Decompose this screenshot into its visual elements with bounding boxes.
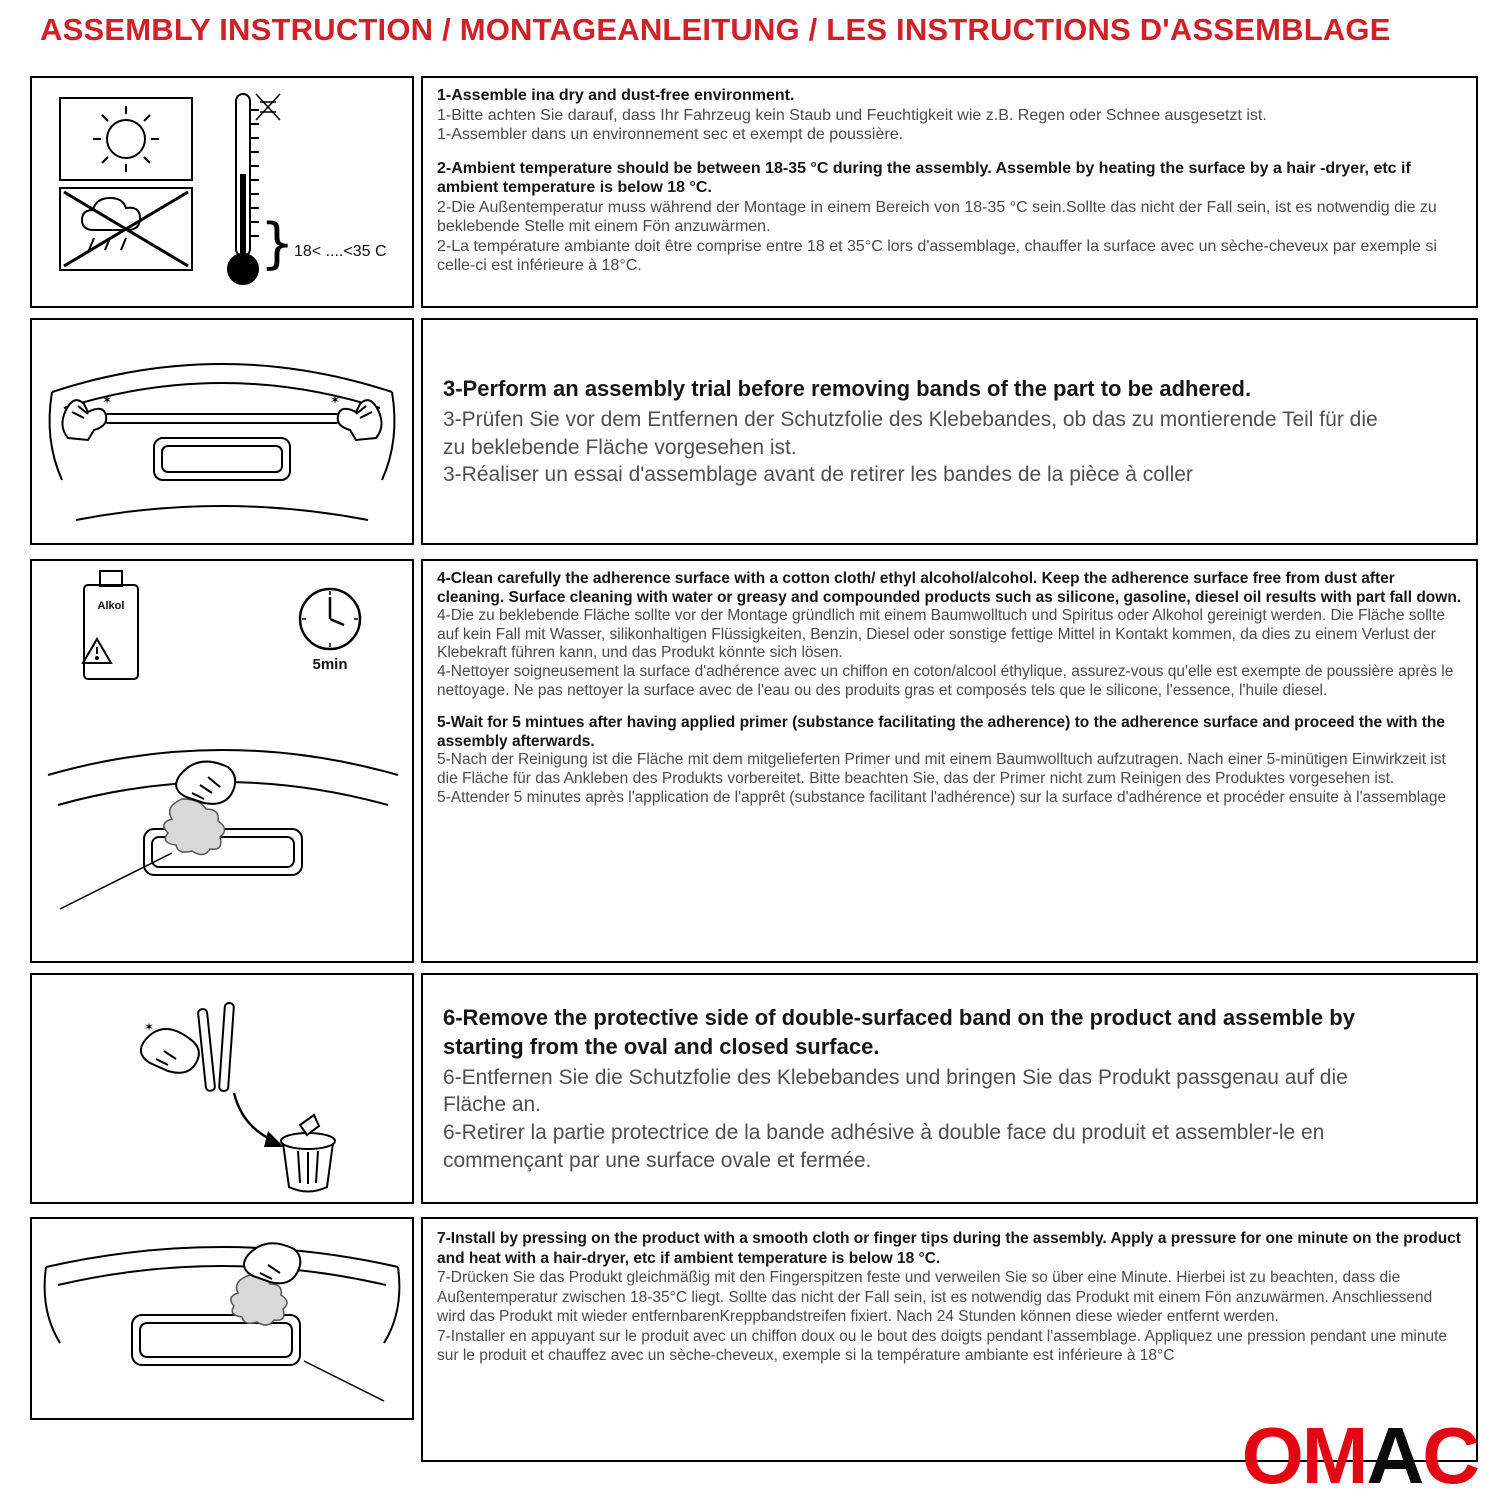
sparkle-icon: ✶ <box>144 1020 155 1034</box>
instruction-1-de: 1-Bitte achten Sie darauf, dass Ihr Fahrzeug kein Staub und Feuchtigkeit wie z.B. Regen oder Schnee ausgesetzt ist. <box>437 106 1267 124</box>
section-2-illustration-box <box>30 318 414 545</box>
plate-recess <box>154 438 290 480</box>
instruction-6-en: 6-Remove the protective side of double-surfaced band on the product and assemble by starting from the oval and closed surface. <box>443 1004 1355 1059</box>
section-4-text-box <box>421 973 1478 1204</box>
alcohol-label: Alkol <box>97 600 125 612</box>
clock-duration-label: 5min <box>312 656 348 673</box>
omac-logo <box>1241 1411 1478 1500</box>
right-hand-icon <box>338 400 382 440</box>
cleaning-cloth-icon <box>164 799 225 855</box>
surface-cleaning-illustration <box>32 561 412 961</box>
logo-a: A <box>1366 1411 1423 1500</box>
trunk-inner-edge <box>58 1266 386 1285</box>
trunk-bottom-edge <box>76 506 368 520</box>
trim-strip <box>104 414 340 423</box>
logo-om: OM <box>1241 1411 1367 1500</box>
instruction-2-fr: 2-La température ambiante doit être comprise entre 18 et 35°C lors d'assemblage, chauffer la surface avec un sèche-cheveux par exemple si celle-ci est inférieure à 18°C. <box>437 237 1437 275</box>
environment-temperature-illustration <box>32 78 412 306</box>
wiping-hand-icon <box>176 762 235 804</box>
assembly-trial-illustration <box>32 320 412 543</box>
instruction-4-fr: 4-Nettoyer soigneusement la surface d'adhérence avec un chiffon en coton/alcool éthylique, assurez-vous qu'elle est exempte de poussière après le nettoyage. Ne pas nettoyer la surface avec de l'eau ou des produits gras et composés tels que le silicone, l'essence, l'huile diesel. <box>437 662 1454 699</box>
instruction-6-fr: 6-Retirer la partie protectrice de la bande adhésive à double face du produit et assembler-le en commençant par une surface ovale et fermée. <box>443 1121 1325 1172</box>
sun-icon <box>60 98 192 180</box>
logo-c: C <box>1422 1411 1478 1500</box>
temperature-range-label: 18< ....<35 C <box>294 243 387 260</box>
section-5-illustration-box <box>30 1217 414 1420</box>
left-hand-icon <box>62 400 106 440</box>
adhesive-strips-icon <box>198 1003 234 1091</box>
instruction-6-de: 6-Entfernen Sie die Schutzfolie des Klebebandes und bringen Sie das Produkt passgenau auf die Fläche an. <box>443 1065 1348 1117</box>
section-1-text-box <box>421 76 1478 308</box>
instruction-3-en: 3-Perform an assembly trial before removing bands of the part to be adhered. <box>443 375 1252 401</box>
instruction-2-de: 2-Die Außentemperatur muss während der Montage in einem Bereich von 18-35 °C sein.Sollte das nicht der Fall sein, ist es notwendig die zu beklebende Stelle mit einem Fön anzuwärmen. <box>437 198 1437 236</box>
section-4-illustration-box <box>30 973 414 1204</box>
instruction-7-de: 7-Drücken Sie das Produkt gleichmäßig mit den Fingerspitzen feste und verweilen Sie so über eine Minute. Hierbei ist zu beachten, dass die Außentemperatur zwischen 18-35°C liegt. Sollte das nicht der Fall sein, ist es notwendig das Produkt mit einem Fön anzuwärmen. Anschliessend wird das Produkt mit wieder entfernbarenKreppbandstreifen fixiert. Nach 24 Stunden können diese wieder entfernt werden. <box>437 1269 1433 1326</box>
section-3-text-box <box>421 559 1478 963</box>
sparkle-icons <box>102 393 340 407</box>
instruction-3-fr: 3-Réaliser un essai d'assemblage avant de retirer les bandes de la pièce à coller <box>443 463 1193 487</box>
instruction-4-de: 4-Die zu beklebende Fläche sollte vor der Montage gründlich mit einem Baumwolltuch und Spiritus oder Alkohol gereinigt werden. Die Fläche sollte auf kein Fall mit Wasser, silikonhaltigen Flüssigkeiten, Benzin, Diesel oder sonstige fettige Mittel in Kontakt kommen, da dies zu einem Verlust der Klebekraft führen kann, und das Produkt könnte sich lösen. <box>437 607 1446 662</box>
trunk-top-edge <box>52 364 392 392</box>
section-1-illustration-box <box>30 76 414 308</box>
no-rain-icon <box>60 188 192 270</box>
discard-arrow-icon <box>234 1093 284 1147</box>
svg-text:✶: ✶ <box>330 393 341 407</box>
alcohol-bottle-icon <box>83 571 138 679</box>
instruction-2-en: 2-Ambient temperature should be between 18-35 °C during the assembly. Assemble by heating the surface by a hair -dryer, etc if ambient temperature is below 18 °C. <box>437 159 1411 197</box>
svg-text:✶: ✶ <box>102 393 113 407</box>
page-title: ASSEMBLY INSTRUCTION / MONTAGEANLEITUNG / LES INSTRUCTIONS D'ASSEMBLAGE <box>40 12 1391 47</box>
instruction-5-de: 5-Nach der Reinigung ist die Fläche mit dem mitgelieferten Primer und mit einem Baumwolltuch aufzutragen. Nach einer 5-minütigen Einwirkzeit ist die Fläche für das Ankleben des Produkts vorbereitet. Bitte beachten Sie, das der Primer nicht zum Reinigen des Produktes vorgesehen ist. <box>437 751 1446 787</box>
instruction-3-de: 3-Prüfen Sie vor dem Entfernen der Schutzfolie des Klebebandes, ob das zu montierende Teil für die zu beklebende Fläche vorgesehen ist. <box>443 407 1378 459</box>
trunk-top-edge <box>46 1247 398 1267</box>
instruction-7-en: 7-Install by pressing on the product with a smooth cloth or finger tips during the assembly. Apply a pressure for one minute on the product and heat with a hair-dryer, etc if ambient temperature is below 18 °C. <box>437 1230 1461 1267</box>
clock-icon <box>300 589 360 649</box>
instruction-4-en: 4-Clean carefully the adherence surface with a cotton cloth/ ethyl alcohol/alcohol. Keep the adherence surface free from dust after cleaning. Surface cleaning with water or greasy and compounded products such as silicone, gasoline, diesel oil results with part fall down. <box>437 570 1462 606</box>
pressing-illustration <box>32 1219 412 1418</box>
instruction-5-en: 5-Wait for 5 mintues after having applied primer (substance facilitating the adherence) to the adherence surface and proceed the with the assembly afterwards. <box>437 714 1445 750</box>
instruction-1-fr: 1-Assembler dans un environnement sec et exempt de poussière. <box>437 126 904 144</box>
thermometer-bracket: } <box>260 212 295 275</box>
instruction-5-fr: 5-Attender 5 minutes après l'application de l'apprêt (substance facilitant l'adhérence) sur la surface d'adhérence et procéder ensuite à l'assemblage <box>437 788 1447 806</box>
instruction-7-fr: 7-Installer en appuyant sur le produit avec un chiffon doux ou le bout des doigts pendant l'assemblage. Appliquez une pression pendant une minute sur le produit et chauffez avec un sèche-cheveux, exemple si la température ambiante est inférieure à 18°C <box>437 1327 1448 1365</box>
section-3-illustration-box <box>30 559 414 963</box>
instruction-1-en: 1-Assemble ina dry and dust-free environment. <box>437 87 795 104</box>
trash-bin-icon <box>281 1115 335 1192</box>
peeling-hand-icon <box>141 1029 199 1073</box>
section-2-text-box <box>421 318 1478 545</box>
band-removal-illustration <box>32 975 412 1202</box>
